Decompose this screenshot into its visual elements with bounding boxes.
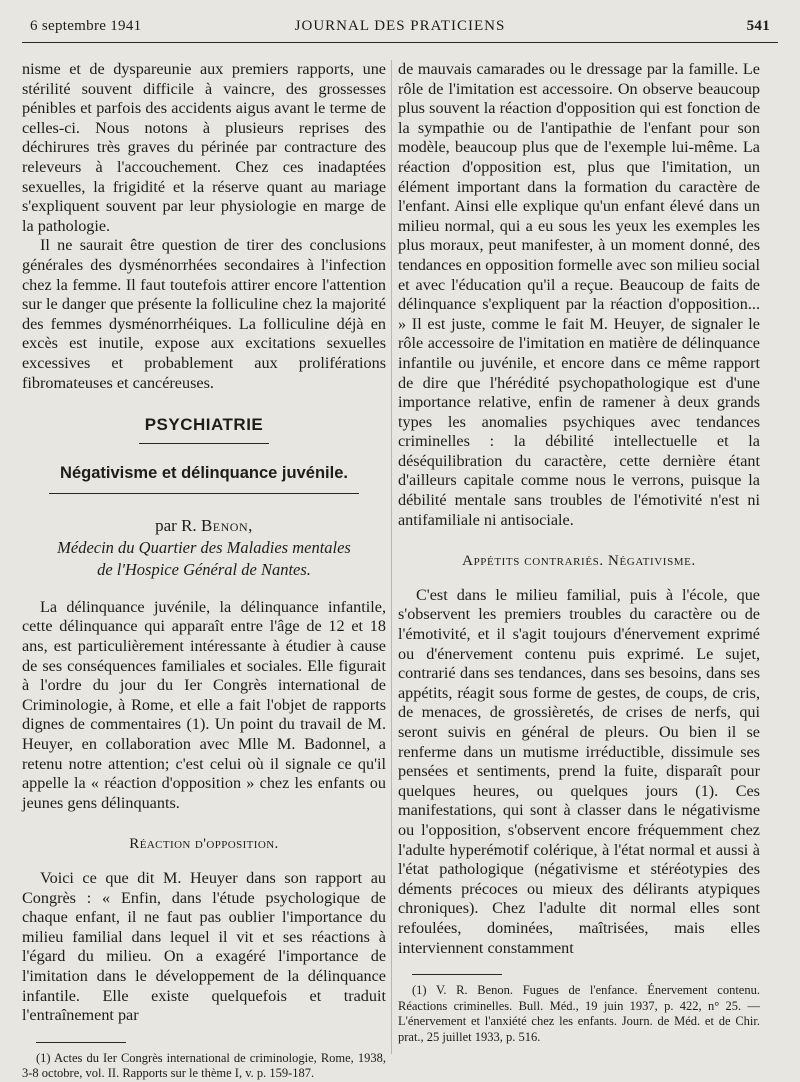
paragraph: La délinquance juvénile, la délinquance infantile, cette délinquance qui apparaît entre l'âge de 12 et 18 ans, est particulièrement intéressante à étudier à cause de ses conséquences familiales et sociales. Elle figurait à l'ordre du jour du Ier Congrès international de Criminologie, à Rome, et elle a fait l'objet de rapports dignes de commentaires (1). Un point du travail de M. Heuyer, en collaboration avec Mlle M. Badonnel, a retenu notre attention; c'est celui où il signale ce qu'il appelle la « réaction d'opposition » chez les enfants ou jeunes gens délinquants. xyxy=(22,597,386,812)
footnote-rule xyxy=(36,1042,126,1043)
author-name: Benon, xyxy=(200,516,253,536)
subheading: Réaction d'opposition. xyxy=(129,836,279,853)
footnote: (1) V. R. Benon. Fugues de l'enfance. Énervement contenu. Réactions criminelles. Bull. Méd., 19 juin 1937, p. 422, n° 25. — L'énervement et l'anxiété chez les enfants. Journ. de Méd. et de Chir. prat., 25 juillet 1933, p. 516. xyxy=(398,983,760,1044)
column-divider xyxy=(391,60,392,1054)
byline xyxy=(22,516,386,536)
running-head xyxy=(22,14,778,43)
paragraph: nisme et de dyspareunie aux premiers rapports, une stérilité souvent difficile à vaincre, des grossesses pénibles et parfois des accidents aigus avant le terme de celles-ci. Nous notons à plusieurs reprises des déchirures très graves du périnée par contracture des releveurs à l'accouchement. Chez ces inadaptées sexuelles, la frigidité et la réserve quant au mariage s'expliquent souvent par leur physiologie en marge de la pathologie. xyxy=(22,60,386,235)
affiliation-line: de l'Hospice Général de Nantes. xyxy=(97,559,311,579)
subheading: Appétits contrariés. Négativisme. xyxy=(462,553,696,570)
paragraph: Voici ce que dit M. Heuyer dans son rapport au Congrès : « Enfin, dans l'étude psychologique de chaque enfant, il ne faut pas oublier l'importance du milieu familial dans lequel il vit et ses réactions à l'égard du milieu. On a exagéré l'importance de l'imitation dans le développement de la délinquance infantile. Elle existe quelquefois et traduit l'entraînement par xyxy=(22,869,386,1025)
section-title: PSYCHIATRIE xyxy=(144,415,264,435)
footnote: (1) Actes du Ier Congrès international de criminologie, Rome, 1938, 3-8 octobre, vol. II. Rapports sur le thème I, v. p. 159-187. xyxy=(22,1050,386,1081)
journal-title: JOURNAL DES PRATICIENS xyxy=(294,18,506,34)
paragraph: de mauvais camarades ou le dressage par la famille. Le rôle de l'imitation est accessoire. On observe beaucoup plus souvent la réaction d'opposition qui est fonction de la sympathie ou de l'antipathie de l'enfant pour son modèle, beaucoup plus que de l'exemple lui-même. La réaction d'opposition est, plus que l'imitation, un élément important dans la formation du caractère de l'enfant. Ainsi elle explique qu'un enfant élevé dans un milieu normal, qui a eu sous les yeux les exemples les plus moraux, peut manifester, à un moment donné, des tendances en opposition formelle avec son milieu social et avec l'éducation qu'il a reçue. Beaucoup de faits de délinquance s'expliquent par la réaction d'opposition... » Il est juste, comme le fait M. Heuyer, de signaler le rôle accessoire de l'imitation en matière de délinquance infantile ou juvénile, et encore dans ce même rapport de dire que l'hérédité psychopathologique est d'une importance relative, enfin de ramener à deux grands types les anomalies psychiques avec tendances criminelles : la débilité intellectuelle et la déséquilibration du caractère, cette dernière étant d'ailleurs capitale comme nous le verrons, puisque la débilité mentale sans troubles de l'émotivité n'est ni antifamiliale ni antisociale. xyxy=(398,60,760,529)
page-number: 541 xyxy=(746,18,770,34)
affiliation-line: Médecin du Quartier des Maladies mentales xyxy=(57,537,351,557)
section-rule xyxy=(139,443,269,444)
left-column xyxy=(22,60,386,1081)
paragraph: Il ne saurait être question de tirer des conclusions générales des dysménorrhées secondaires à l'infection chez la femme. Il faut toutefois attirer encore l'attention sur le danger que présente la folliculine chez la majorité des femmes dysménorrhéiques. La folliculine déjà en excès est inutile, expose aux excitations sexuelles excessives et probablement aux proliférations fibromateuses et cancéreuses. xyxy=(22,236,386,392)
article-title: Négativisme et délinquance juvénile. xyxy=(60,463,348,482)
footnote-rule xyxy=(412,974,502,975)
byline-prefix: par R. xyxy=(155,516,201,536)
right-column xyxy=(398,60,760,1054)
title-rule xyxy=(49,493,359,494)
paragraph: C'est dans le milieu familial, puis à l'école, que s'observent les premiers troubles du caractère ou de l'émotivité, et il s'agit toujours d'énervement exprimé ou d'énervement contenu puis exprimé. Le sujet, contrarié dans ses tendances, dans ses besoins, dans ses appétits, réagit sous forme de gestes, de coups, de cris, de menaces, de grossièretés, de crises de nerfs, qui seront suivis en général de pleurs. Ou bien il se renferme dans un mutisme irréductible, dissimule ses pensées et sentiments, prend la fuite, disparaît pour quelques heures, ou quelques jours (1). Ces manifestations, qui sont à classer dans le négativisme ou l'opposition, s'observent encore fréquemment chez l'adulte hyperémotif colérique, à l'état normal et aussi à l'état pathologique (négativisme et stéréotypies des déments précoces ou mieux des délirants atypiques chroniques). Chez l'adulte dit normal elles sont refoulées, dominées, maîtrisées, mais elles interviennent constamment xyxy=(398,585,760,957)
issue-date: 6 septembre 1941 xyxy=(30,18,142,34)
